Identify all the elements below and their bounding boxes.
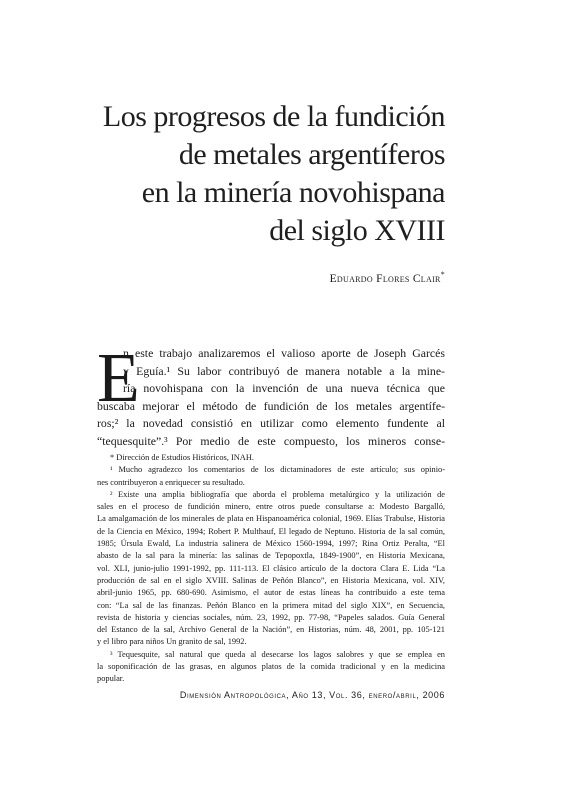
footnote-line: * Dirección de Estudios Históricos, INAH. xyxy=(110,453,254,462)
journal-footer: Dimensión Antropológica, Año 13, Vol. 36, enero/abril, 2006 xyxy=(179,690,445,700)
body-line: ros;² la novedad consistió en utilizar como elemento fundente al xyxy=(97,416,445,430)
drop-cap: E xyxy=(97,340,140,417)
footnote-line: ¹ Mucho agradezco los comentarios de los dictaminadores de este artículo; sus opinio- xyxy=(110,465,445,475)
footnote-line: 1985; Úrsula Ewald, La industria salinera de México 1560-1994, 1997; Rina Ortiz Peralta, “El xyxy=(97,539,445,549)
footnote-line: con: “La sal de las finanzas. Peñón Blanco en la primera mitad del siglo XIX”, en Secuencia, xyxy=(97,600,445,610)
title-line: del siglo XVIII xyxy=(269,214,445,247)
footnote-line: producción de sal en el siglo XVIII. Salinas de Peñón Blanco”, en Historia Mexicana, vol. XIV, xyxy=(97,575,445,585)
footnote-line: vol. XLI, junio-julio 1991-1992, pp. 111-113. El clásico artículo de la doctora Clara E. Lida “La xyxy=(97,563,445,573)
footnote-line: y el libro para niños Un granito de sal, 1992. xyxy=(97,637,247,647)
body-line: ría novohispana con la invención de una nueva técnica que xyxy=(123,381,445,395)
footnote-line: del Estanco de la sal, Archivo General de la Nación”, en Historias, núm. 48, 2001, pp. 105-121 xyxy=(97,625,445,635)
author-footnote-mark: * xyxy=(440,270,445,279)
article-title xyxy=(45,98,445,250)
title-line: en la minería novohispana xyxy=(141,176,445,209)
body-line: buscaba mejorar el método de fundición de los metales argentífe- xyxy=(97,398,445,413)
body-line: n este trabajo analizaremos el valioso aporte de Joseph Garcés xyxy=(123,346,445,360)
footnote-line: la soponificación de las grasas, en algunos platos de la comida tradicional y en la medicina xyxy=(97,662,445,672)
footnote-line: sales en el proceso de fundición minero, entre otros puede consultarse a: Modesto Bargalló, xyxy=(97,502,445,512)
footnote-line: popular. xyxy=(97,674,125,684)
footnote-line: abril-junio 1965, pp. 680-690. Asimismo, el autor de estas líneas ha contribuido a este tema xyxy=(97,588,445,598)
author-name: Eduardo Flores Clair xyxy=(329,272,441,285)
title-line: de metales argentíferos xyxy=(178,138,445,171)
footnote-line: de la Ciencia en México, 1994; Robert P. Multhauf, El legado de Neptuno. Historia de la sal común, xyxy=(97,526,445,536)
body-line: “tequesquite”.³ Por medio de este compuesto, los mineros conse- xyxy=(97,433,445,448)
footnotes xyxy=(97,452,445,686)
footnote-line: ³ Tequesquite, sal natural que queda al desecarse los lagos salobres y que se emplea en xyxy=(110,649,445,659)
footnote-line: La amalgamación de los minerales de plata en Hispanoamérica colonial, 1969. Elías Trabulse, Historia xyxy=(97,514,445,524)
footnote-line: abasto de la sal para la minería: las salinas de Tepopoxtla, 1849-1900”, en Historia Mexicana, xyxy=(97,551,445,561)
footnote-line: ² Existe una amplia bibliografía que aborda el problema metalúrgico y la utilización de xyxy=(110,489,445,499)
body-text xyxy=(97,340,445,450)
body-line: y Eguía.¹ Su labor contribuyó de manera notable a la mine- xyxy=(123,363,445,378)
footnote-line: nes contribuyeron a enriquecer su resultado. xyxy=(97,477,245,487)
footnote-line: revista de historia y ciencias sociales, núm. 23, 1992, pp. 77-98, “Papeles salados. Guía General xyxy=(97,612,445,622)
author-line xyxy=(330,270,445,285)
title-line: Los progresos de la fundición xyxy=(102,100,445,133)
